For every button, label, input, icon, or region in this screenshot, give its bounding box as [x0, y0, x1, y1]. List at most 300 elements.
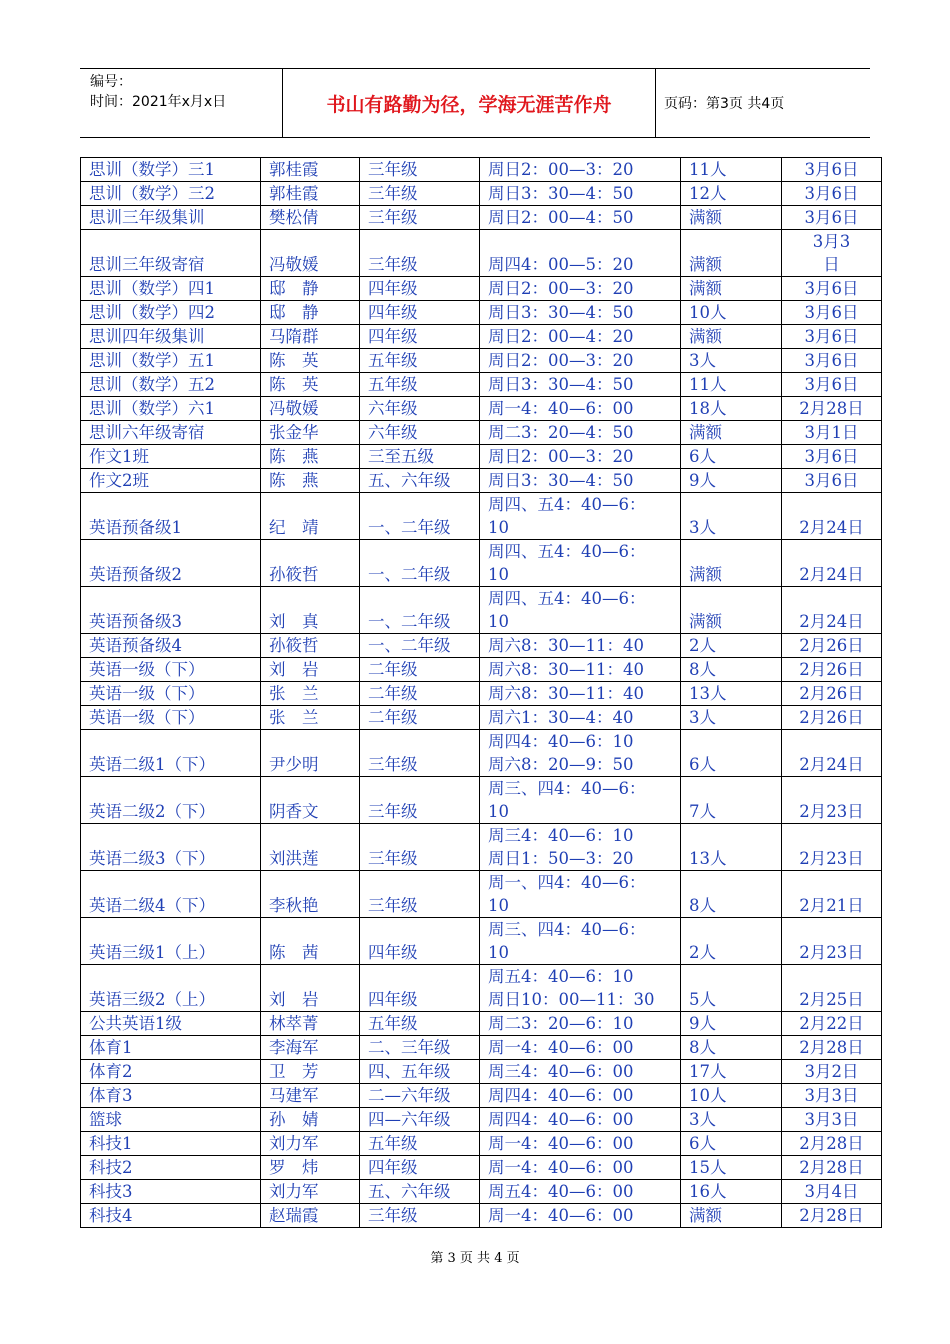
count-cell: 11人 [681, 373, 782, 397]
course-cell: 思训（数学）六1 [81, 397, 261, 421]
time-cell [480, 230, 681, 277]
course-cell: 思训三年级寄宿 [81, 230, 261, 277]
date-line: 2月24日 [799, 612, 864, 631]
grade-cell: 五、六年级 [360, 1180, 480, 1204]
date-cell [782, 1060, 882, 1084]
date-line: 2月22日 [799, 1014, 864, 1033]
time-line: 10 [488, 612, 509, 631]
time-line: 周四、五4：40—6： [488, 542, 646, 561]
date-line: 3月6日 [804, 327, 859, 346]
time-cell [480, 1156, 681, 1180]
time-cell [480, 325, 681, 349]
time-line: 周四4：40—6：00 [488, 1110, 634, 1129]
date-line: 2月23日 [799, 802, 864, 821]
time-cell [480, 540, 681, 587]
teacher-cell: 卫 芳 [261, 1060, 360, 1084]
date-cell [782, 373, 882, 397]
teacher-cell: 冯敬媛 [261, 230, 360, 277]
table-row [81, 206, 882, 230]
course-cell: 英语预备级1 [81, 493, 261, 540]
time-cell [480, 158, 681, 182]
grade-cell: 一、二年级 [360, 540, 480, 587]
grade-cell: 二年级 [360, 658, 480, 682]
date-line: 2月26日 [799, 660, 864, 679]
date-line: 3月6日 [804, 375, 859, 394]
date-cell [782, 349, 882, 373]
date-cell [782, 230, 882, 277]
time-cell [480, 373, 681, 397]
course-cell: 思训四年级集训 [81, 325, 261, 349]
date-cell [782, 540, 882, 587]
time-cell [480, 918, 681, 965]
count-cell: 9人 [681, 469, 782, 493]
table-row [81, 1180, 882, 1204]
table-row [81, 1108, 882, 1132]
teacher-cell: 陈 燕 [261, 445, 360, 469]
teacher-cell: 马建军 [261, 1084, 360, 1108]
table-row [81, 325, 882, 349]
time-cell [480, 182, 681, 206]
time-line: 周六8：20—9：50 [488, 755, 634, 774]
table-row [81, 1060, 882, 1084]
course-cell: 英语一级（下） [81, 706, 261, 730]
time-cell [480, 421, 681, 445]
count-cell: 16人 [681, 1180, 782, 1204]
teacher-cell: 赵瑞霞 [261, 1204, 360, 1228]
table-row [81, 1012, 882, 1036]
count-cell: 8人 [681, 658, 782, 682]
time-line: 周四、五4：40—6： [488, 589, 646, 608]
date-line: 3月6日 [804, 279, 859, 298]
course-cell: 思训（数学）四1 [81, 277, 261, 301]
time-cell [480, 1084, 681, 1108]
time-cell [480, 706, 681, 730]
date-cell [782, 1084, 882, 1108]
count-cell: 3人 [681, 349, 782, 373]
date-cell [782, 1180, 882, 1204]
grade-cell: 四、五年级 [360, 1060, 480, 1084]
date-cell [782, 1132, 882, 1156]
course-cell: 英语三级1（上） [81, 918, 261, 965]
table-row [81, 1204, 882, 1228]
time-line: 周六8：30—11：40 [488, 660, 644, 679]
table-row [81, 918, 882, 965]
table-row [81, 706, 882, 730]
course-cell: 英语三级2（上） [81, 965, 261, 1012]
grade-cell: 四年级 [360, 918, 480, 965]
grade-cell: 二、三年级 [360, 1036, 480, 1060]
teacher-cell: 尹少明 [261, 730, 360, 777]
table-row [81, 373, 882, 397]
teacher-cell: 罗 炜 [261, 1156, 360, 1180]
table-row [81, 965, 882, 1012]
teacher-cell: 张金华 [261, 421, 360, 445]
date-line: 2月26日 [799, 636, 864, 655]
grade-cell: 三年级 [360, 182, 480, 206]
grade-cell: 一、二年级 [360, 634, 480, 658]
course-cell: 英语一级（下） [81, 658, 261, 682]
count-cell: 6人 [681, 1132, 782, 1156]
time-line: 10 [488, 802, 509, 821]
time-cell [480, 587, 681, 634]
count-cell: 8人 [681, 1036, 782, 1060]
grade-cell: 五、六年级 [360, 469, 480, 493]
teacher-cell: 邸 静 [261, 277, 360, 301]
date-cell [782, 493, 882, 540]
grade-cell: 一、二年级 [360, 587, 480, 634]
grade-cell: 三年级 [360, 1204, 480, 1228]
time-line: 周日3：30—4：50 [488, 375, 634, 394]
date-cell [782, 730, 882, 777]
date-line: 2月21日 [799, 896, 864, 915]
date-line: 3月1日 [804, 423, 859, 442]
time-line: 周三、四4：40—6： [488, 920, 646, 939]
date-line: 2月28日 [799, 399, 864, 418]
date-cell [782, 397, 882, 421]
date-cell [782, 445, 882, 469]
time-line: 周日3：30—4：50 [488, 471, 634, 490]
course-cell: 科技3 [81, 1180, 261, 1204]
date-line: 2月24日 [799, 755, 864, 774]
date-cell [782, 301, 882, 325]
time-cell [480, 824, 681, 871]
time-line: 周六8：30—11：40 [488, 684, 644, 703]
date-line: 3月6日 [804, 471, 859, 490]
date-line: 3月6日 [804, 351, 859, 370]
time-line: 周日10：00—11：30 [488, 990, 655, 1009]
date-line: 3月6日 [804, 303, 859, 322]
date-line: 2月25日 [799, 990, 864, 1009]
time-cell [480, 277, 681, 301]
date-cell [782, 1012, 882, 1036]
date-line: 3月6日 [804, 160, 859, 179]
teacher-cell: 李海军 [261, 1036, 360, 1060]
teacher-cell: 樊松倩 [261, 206, 360, 230]
time-line: 10 [488, 943, 509, 962]
date-line: 3月3日 [804, 1086, 859, 1105]
date-cell [782, 1204, 882, 1228]
time-line: 周六8：30—11：40 [488, 636, 644, 655]
table-row [81, 871, 882, 918]
count-cell: 满额 [681, 587, 782, 634]
date-line: 2月24日 [799, 565, 864, 584]
grade-cell: 六年级 [360, 421, 480, 445]
table-row [81, 349, 882, 373]
table-row [81, 1084, 882, 1108]
table-row [81, 421, 882, 445]
table-row [81, 301, 882, 325]
time-line: 周一4：40—6：00 [488, 399, 634, 418]
teacher-cell: 邸 静 [261, 301, 360, 325]
time-line: 周一4：40—6：00 [488, 1158, 634, 1177]
time-cell [480, 397, 681, 421]
date-cell [782, 1108, 882, 1132]
course-cell: 体育1 [81, 1036, 261, 1060]
count-cell: 5人 [681, 965, 782, 1012]
course-cell: 科技2 [81, 1156, 261, 1180]
count-cell: 6人 [681, 730, 782, 777]
time-cell [480, 1060, 681, 1084]
course-cell: 英语二级1（下） [81, 730, 261, 777]
date-line: 2月26日 [799, 684, 864, 703]
table-row [81, 730, 882, 777]
course-cell: 思训六年级寄宿 [81, 421, 261, 445]
time-line: 周一4：40—6：00 [488, 1134, 634, 1153]
time-line: 周日3：30—4：50 [488, 303, 634, 322]
time-line: 周四4：40—6：10 [488, 732, 634, 751]
date-cell [782, 158, 882, 182]
grade-cell: 三年级 [360, 230, 480, 277]
grade-cell: 三年级 [360, 777, 480, 824]
time-cell [480, 493, 681, 540]
time-cell [480, 301, 681, 325]
grade-cell: 五年级 [360, 373, 480, 397]
count-cell: 11人 [681, 158, 782, 182]
course-cell: 思训（数学）四2 [81, 301, 261, 325]
time-cell [480, 682, 681, 706]
date-cell [782, 469, 882, 493]
course-cell: 思训（数学）五1 [81, 349, 261, 373]
time-cell [480, 965, 681, 1012]
grade-cell: 三至五级 [360, 445, 480, 469]
motto: 书山有路勤为径，学海无涯苦作舟 [326, 93, 612, 116]
count-cell: 12人 [681, 182, 782, 206]
teacher-cell: 陈 英 [261, 349, 360, 373]
course-cell: 英语预备级3 [81, 587, 261, 634]
table-row [81, 277, 882, 301]
time-line: 周日1：50—3：20 [488, 849, 634, 868]
count-cell: 2人 [681, 634, 782, 658]
count-cell: 10人 [681, 301, 782, 325]
time-line: 周日3：30—4：50 [488, 184, 634, 203]
date-line: 3月3 [812, 232, 851, 251]
course-cell: 英语预备级4 [81, 634, 261, 658]
course-cell: 科技4 [81, 1204, 261, 1228]
count-cell: 满额 [681, 1204, 782, 1228]
table-row [81, 1156, 882, 1180]
time-line: 周日2：00—3：20 [488, 160, 634, 179]
course-cell: 作文2班 [81, 469, 261, 493]
date-cell [782, 777, 882, 824]
teacher-cell: 冯敬媛 [261, 397, 360, 421]
table-row [81, 682, 882, 706]
table-row [81, 777, 882, 824]
table-row [81, 182, 882, 206]
time-cell [480, 730, 681, 777]
header-meta [90, 72, 282, 112]
grade-cell: 一、二年级 [360, 493, 480, 540]
time-line: 周日2：00—4：50 [488, 208, 634, 227]
count-cell: 13人 [681, 682, 782, 706]
course-cell: 体育2 [81, 1060, 261, 1084]
table-row [81, 824, 882, 871]
time-cell [480, 1132, 681, 1156]
grade-cell: 五年级 [360, 1132, 480, 1156]
table-row [81, 540, 882, 587]
date-cell [782, 277, 882, 301]
date-line: 2月23日 [799, 849, 864, 868]
table-row [81, 158, 882, 182]
teacher-cell: 阴香文 [261, 777, 360, 824]
schedule-table [80, 157, 882, 1228]
teacher-cell: 李秋艳 [261, 871, 360, 918]
time-cell [480, 445, 681, 469]
teacher-cell: 刘力军 [261, 1180, 360, 1204]
date-line: 3月6日 [804, 184, 859, 203]
course-cell: 英语二级2（下） [81, 777, 261, 824]
time-cell [480, 206, 681, 230]
time-line: 周日2：00—3：20 [488, 351, 634, 370]
teacher-cell: 刘 真 [261, 587, 360, 634]
time-line: 周四、五4：40—6： [488, 495, 646, 514]
date-cell [782, 206, 882, 230]
page-info: 页码：第3页 共4页 [664, 96, 785, 112]
time-line: 10 [488, 518, 509, 537]
count-cell: 满额 [681, 230, 782, 277]
date-line: 3月6日 [804, 208, 859, 227]
date-cell [782, 871, 882, 918]
count-cell: 18人 [681, 397, 782, 421]
grade-cell: 三年级 [360, 871, 480, 918]
count-cell: 9人 [681, 1012, 782, 1036]
serial-label: 编号： [90, 74, 132, 90]
course-cell: 思训（数学）三1 [81, 158, 261, 182]
grade-cell: 二年级 [360, 706, 480, 730]
course-cell: 思训（数学）三2 [81, 182, 261, 206]
date-line: 2月23日 [799, 943, 864, 962]
count-cell: 8人 [681, 871, 782, 918]
table-row [81, 587, 882, 634]
teacher-cell: 孙筱哲 [261, 540, 360, 587]
count-cell: 13人 [681, 824, 782, 871]
table-row [81, 1132, 882, 1156]
course-cell: 英语一级（下） [81, 682, 261, 706]
time-line: 周三4：40—6：00 [488, 1062, 634, 1081]
table-row [81, 445, 882, 469]
teacher-cell: 孙 婧 [261, 1108, 360, 1132]
teacher-cell: 孙筱哲 [261, 634, 360, 658]
table-row [81, 397, 882, 421]
teacher-cell: 林萃菁 [261, 1012, 360, 1036]
grade-cell: 三年级 [360, 206, 480, 230]
time-line: 周日2：00—4：20 [488, 327, 634, 346]
grade-cell: 六年级 [360, 397, 480, 421]
time-cell [480, 1036, 681, 1060]
course-cell: 作文1班 [81, 445, 261, 469]
date-cell [782, 182, 882, 206]
time-cell [480, 777, 681, 824]
time-line: 10 [488, 896, 509, 915]
count-cell: 满额 [681, 206, 782, 230]
time-line: 周三、四4：40—6： [488, 779, 646, 798]
course-cell: 公共英语1级 [81, 1012, 261, 1036]
table-row [81, 230, 882, 277]
teacher-cell: 张 兰 [261, 682, 360, 706]
time-cell [480, 349, 681, 373]
time-line: 周三4：40—6：10 [488, 826, 634, 845]
date-cell [782, 658, 882, 682]
time-line: 周一4：40—6：00 [488, 1206, 634, 1225]
date-cell [782, 824, 882, 871]
course-cell: 体育3 [81, 1084, 261, 1108]
time-label: 时间：2021年x月x日 [90, 94, 227, 110]
teacher-cell: 张 兰 [261, 706, 360, 730]
date-cell [782, 682, 882, 706]
time-line: 周四4：00—5：20 [488, 255, 634, 274]
date-line: 3月6日 [804, 447, 859, 466]
time-line: 10 [488, 565, 509, 584]
time-line: 周二3：20—4：50 [488, 423, 634, 442]
teacher-cell: 马隋群 [261, 325, 360, 349]
date-cell [782, 421, 882, 445]
grade-cell: 四年级 [360, 325, 480, 349]
time-cell [480, 634, 681, 658]
grade-cell: 四—六年级 [360, 1108, 480, 1132]
time-cell [480, 871, 681, 918]
date-line: 2月28日 [799, 1134, 864, 1153]
grade-cell: 二—六年级 [360, 1084, 480, 1108]
count-cell: 2人 [681, 918, 782, 965]
date-line: 2月24日 [799, 518, 864, 537]
count-cell: 3人 [681, 493, 782, 540]
time-line: 周五4：40—6：10 [488, 967, 634, 986]
time-line: 周五4：40—6：00 [488, 1182, 634, 1201]
teacher-cell: 刘 岩 [261, 658, 360, 682]
course-cell: 英语二级4（下） [81, 871, 261, 918]
grade-cell: 三年级 [360, 824, 480, 871]
date-cell [782, 1036, 882, 1060]
date-cell [782, 965, 882, 1012]
teacher-cell: 纪 靖 [261, 493, 360, 540]
grade-cell: 五年级 [360, 349, 480, 373]
course-cell: 英语二级3（下） [81, 824, 261, 871]
time-line: 周六1：30—4：40 [488, 708, 634, 727]
grade-cell: 四年级 [360, 301, 480, 325]
grade-cell: 四年级 [360, 965, 480, 1012]
count-cell: 17人 [681, 1060, 782, 1084]
time-cell [480, 1180, 681, 1204]
time-cell [480, 658, 681, 682]
date-line: 2月26日 [799, 708, 864, 727]
course-cell: 思训（数学）五2 [81, 373, 261, 397]
teacher-cell: 郭桂霞 [261, 158, 360, 182]
table-row [81, 658, 882, 682]
table-row [81, 1036, 882, 1060]
table-row [81, 634, 882, 658]
date-cell [782, 587, 882, 634]
grade-cell: 三年级 [360, 730, 480, 777]
count-cell: 满额 [681, 421, 782, 445]
grade-cell: 二年级 [360, 682, 480, 706]
date-cell [782, 706, 882, 730]
time-line: 周一4：40—6：00 [488, 1038, 634, 1057]
time-line: 周日2：00—3：20 [488, 279, 634, 298]
count-cell: 3人 [681, 1108, 782, 1132]
teacher-cell: 刘力军 [261, 1132, 360, 1156]
count-cell: 10人 [681, 1084, 782, 1108]
course-cell: 篮球 [81, 1108, 261, 1132]
teacher-cell: 刘 岩 [261, 965, 360, 1012]
count-cell: 7人 [681, 777, 782, 824]
table-row [81, 493, 882, 540]
date-cell [782, 325, 882, 349]
header-motto-cell [282, 69, 656, 137]
date-line: 3月2日 [804, 1062, 859, 1081]
page-header [80, 68, 870, 138]
time-cell [480, 1012, 681, 1036]
course-cell: 英语预备级2 [81, 540, 261, 587]
date-line: 2月28日 [799, 1206, 864, 1225]
